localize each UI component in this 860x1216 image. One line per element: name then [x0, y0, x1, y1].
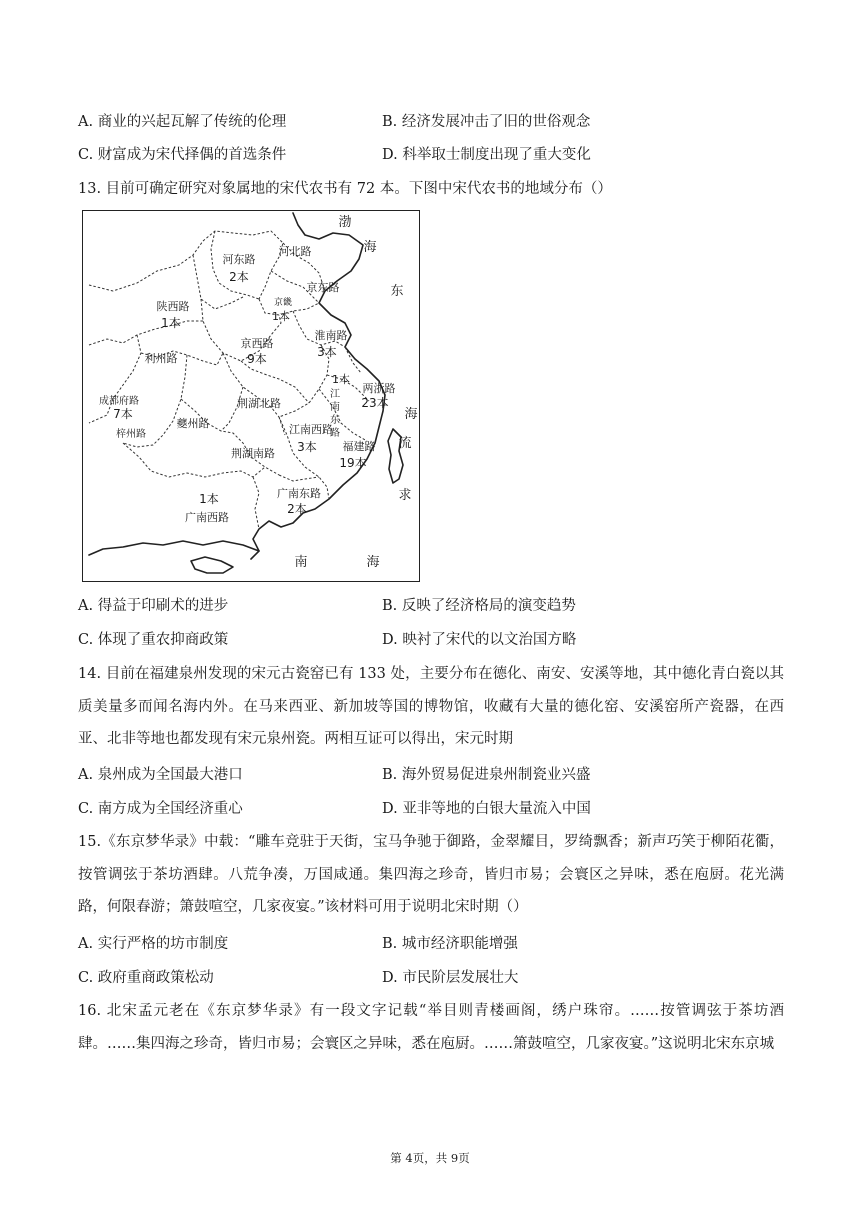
- region-jiangnanxi-count: 3本: [297, 440, 317, 454]
- q15-stem: 15.《东京梦华录》中载：“雕车竞驻于天街，宝马争驰于御路，金翠耀目，罗绮飘香；新声巧笑于柳陌花衢，按管调弦于茶坊酒肆。八荒争凑，万国咸通。集四海之珍奇，皆归市易；会寰区之异味，悉在庖厨。花光满路，何限春游；箫鼓喧空，几家夜宴。”该材料可用于说明北宋时期（）: [78, 834, 784, 915]
- region-guangnanxi-count: 1本: [199, 492, 219, 506]
- sea-label-hai-2: 海: [404, 407, 418, 422]
- q14-option-b: B. 海外贸易促进泉州制瓷业兴盛: [382, 767, 591, 783]
- q12-option-b: B. 经济发展冲击了旧的世俗观念: [382, 114, 591, 130]
- map-coastline: [89, 213, 403, 573]
- region-zizhou: 梓州路: [116, 429, 146, 440]
- q13-option-b: B. 反映了经济格局的演变趋势: [382, 598, 576, 614]
- region-chengdu-count: 7本: [113, 407, 133, 421]
- page-footer: 第 4页，共 9页: [390, 1151, 470, 1165]
- q13-option-d: D. 映衬了宋代的以文治国方略: [382, 632, 577, 648]
- region-liangzhe-count: 23本: [361, 396, 389, 410]
- region-jingji: 京畿: [273, 298, 293, 308]
- q15-option-c: C. 政府重商政策松动: [78, 970, 214, 986]
- region-liangzhe: 两浙路: [362, 382, 396, 395]
- song-dynasty-map: [82, 210, 420, 582]
- sea-label-hai-3: 海: [366, 555, 380, 570]
- sea-label-nan: 南: [294, 555, 308, 570]
- region-jiangnanxi: 江南西路: [289, 423, 333, 436]
- q12-option-c: C. 财富成为宋代择偶的首选条件: [78, 147, 287, 163]
- region-jingxi: 京西路: [240, 337, 274, 350]
- region-chengdu: 成都府路: [99, 396, 139, 407]
- sea-label-qiu: 求: [398, 488, 412, 503]
- region-guangnanxi: 广南西路: [185, 511, 229, 524]
- region-hedong-count: 2本: [229, 270, 249, 284]
- region-kuizhou: 夔州路: [176, 417, 210, 430]
- q14-option-c: C. 南方成为全国经济重心: [78, 801, 243, 817]
- region-lizhou: 利州路: [144, 352, 178, 365]
- region-hebei: 河北路: [278, 245, 312, 258]
- q13-option-c: C. 体现了重农抑商政策: [78, 632, 229, 648]
- region-guangnandong: 广南东路: [277, 487, 321, 500]
- q15-option-b: B. 城市经济职能增强: [382, 936, 518, 952]
- region-jingdong: 京东路: [306, 281, 340, 294]
- q13-stem: 13. 目前可确定研究对象属地的宋代农书有 72 本。下图中宋代农书的地域分布（）: [78, 181, 612, 197]
- sea-label-dong: 东: [390, 284, 404, 299]
- region-shaanxi: 陕西路: [156, 300, 190, 313]
- region-jinghunan: 荆湖南路: [231, 447, 275, 460]
- region-guangnandong-count: 2本: [287, 502, 307, 516]
- region-huainan: 淮南路: [314, 329, 348, 342]
- sea-label-hai-1: 海: [363, 240, 377, 255]
- q12-option-d: D. 科举取士制度出现了重大变化: [382, 147, 591, 163]
- region-hedong: 河东路: [222, 253, 256, 266]
- region-jinghubei: 荆湖北路: [237, 397, 281, 410]
- q16-stem: 16. 北宋孟元老在《东京梦华录》有一段文字记载“举目则青楼画阁，绣户珠帘。……按管调弦于茶坊酒肆。……集四海之珍奇，皆归市易；会寰区之异味，悉在庖厨。……箫鼓喧空，几家夜宴。”这说明北宋东京城: [78, 1003, 784, 1052]
- region-jiangnandong-count: 1本: [332, 373, 350, 386]
- sea-label-liu: 流: [398, 436, 412, 451]
- q13-option-a: A. 得益于印刷术的进步: [78, 598, 229, 614]
- q14-stem: 14. 目前在福建泉州发现的宋元古瓷窑已有 133 处，主要分布在德化、南安、安溪等地，其中德化青白瓷以其质美量多而闻名海内外。在马来西亚、新加坡等国的博物馆，收藏有大量的德化窑、安溪窑所产瓷器，在西亚、北非等地也都发现有宋元泉州瓷。两相互证可以得出，宋元时期: [78, 666, 784, 747]
- region-jingji-count: 1本: [272, 310, 290, 323]
- region-shaanxi-count: 1本: [161, 316, 181, 330]
- q12-option-a: A. 商业的兴起瓦解了传统的伦理: [78, 114, 287, 130]
- q15-option-d: D. 市民阶层发展壮大: [382, 970, 519, 986]
- region-fujian-count: 19本: [339, 456, 367, 470]
- map-labels: [99, 214, 418, 570]
- q14-option-d: D. 亚非等地的白银大量流入中国: [382, 801, 591, 817]
- region-huainan-count: 3本: [317, 345, 337, 359]
- region-jiangnandong: 江南东路: [330, 389, 340, 439]
- q14-option-a: A. 泉州成为全国最大港口: [78, 767, 243, 783]
- q15-option-a: A. 实行严格的坊市制度: [78, 936, 229, 952]
- region-jingxi-count: 9本: [247, 352, 267, 366]
- region-fujian: 福建路: [342, 440, 376, 453]
- sea-label-bo: 渤: [338, 215, 352, 230]
